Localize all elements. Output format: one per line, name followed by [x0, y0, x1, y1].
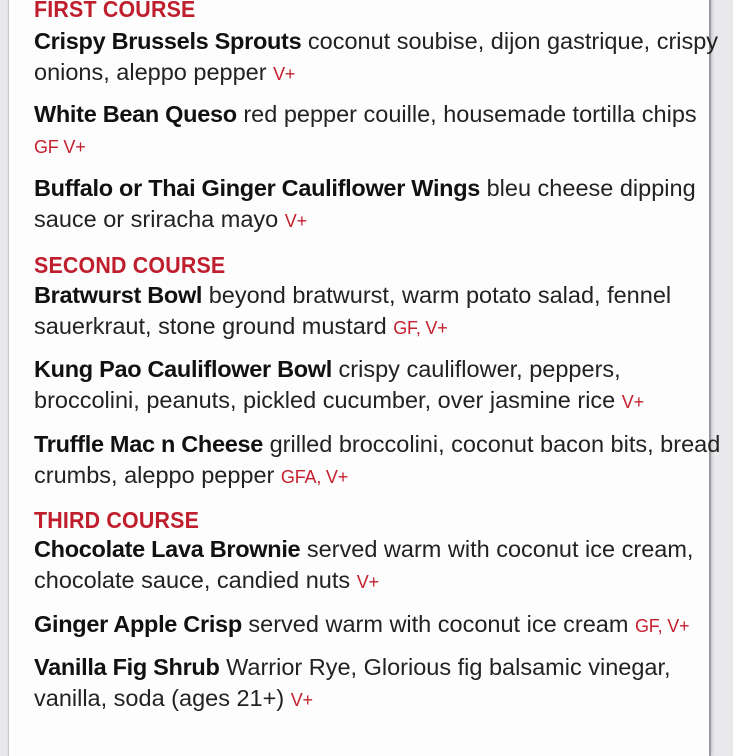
diet-tags: V+ [621, 392, 644, 412]
diet-tags: V+ [356, 572, 379, 592]
item-name: Chocolate Lava Brownie [34, 536, 301, 562]
menu-item-chocolate-lava-brownie [34, 534, 724, 598]
section-heading-first-course: FIRST COURSE [34, 0, 196, 22]
menu-item-kung-pao-cauliflower-bowl [34, 354, 724, 418]
item-description: bleu cheese dipping sauce or sriracha mayo [34, 175, 696, 232]
item-description: Warrior Rye, Glorious fig balsamic vinegar, vanilla, soda (ages 21+) [34, 654, 671, 711]
menu-item-white-bean-queso [34, 99, 724, 163]
menu-page [8, 0, 721, 756]
diet-tags: V+ [284, 211, 307, 231]
item-description: red pepper couille, housemade tortilla chips [243, 101, 697, 127]
diet-tags: V+ [290, 690, 313, 710]
diet-tags: GF V+ [34, 137, 86, 157]
diet-tags: GF, V+ [393, 318, 448, 338]
item-description: served warm with coconut ice cream, chocolate sauce, candied nuts [34, 536, 694, 593]
item-description: beyond bratwurst, warm potato salad, fennel sauerkraut, stone ground mustard [34, 282, 672, 339]
section-heading-third-course: THIRD COURSE [34, 507, 200, 533]
item-description: coconut soubise, dijon gastrique, crispy onions, aleppo pepper [34, 28, 719, 85]
diet-tags: GF, V+ [635, 616, 690, 636]
diet-tags: GFA, V+ [280, 467, 349, 487]
item-name: Truffle Mac n Cheese [34, 431, 264, 457]
item-description: served warm with coconut ice cream [248, 611, 629, 637]
item-name: White Bean Queso [34, 101, 237, 127]
menu-item-crispy-brussels-sprouts [34, 26, 724, 90]
menu-item-truffle-mac-n-cheese [34, 429, 724, 493]
item-description: grilled broccolini, coconut bacon bits, bread crumbs, aleppo pepper [34, 431, 721, 488]
item-name: Buffalo or Thai Ginger Cauliflower Wings [34, 175, 481, 201]
item-name: Ginger Apple Crisp [34, 611, 242, 637]
item-name: Bratwurst Bowl [34, 282, 203, 308]
item-name: Crispy Brussels Sprouts [34, 28, 302, 54]
section-heading-second-course: SECOND COURSE [34, 252, 226, 278]
item-name: Kung Pao Cauliflower Bowl [34, 356, 333, 382]
menu-item-bratwurst-bowl [34, 280, 724, 344]
item-description: crispy cauliflower, peppers, broccolini, peanuts, pickled cucumber, over jasmine rice [34, 356, 621, 413]
diet-tags: V+ [273, 64, 296, 84]
item-name: Vanilla Fig Shrub [34, 654, 220, 680]
menu-item-cauliflower-wings [34, 173, 724, 237]
menu-item-vanilla-fig-shrub [34, 652, 724, 716]
menu-item-ginger-apple-crisp [34, 609, 724, 642]
